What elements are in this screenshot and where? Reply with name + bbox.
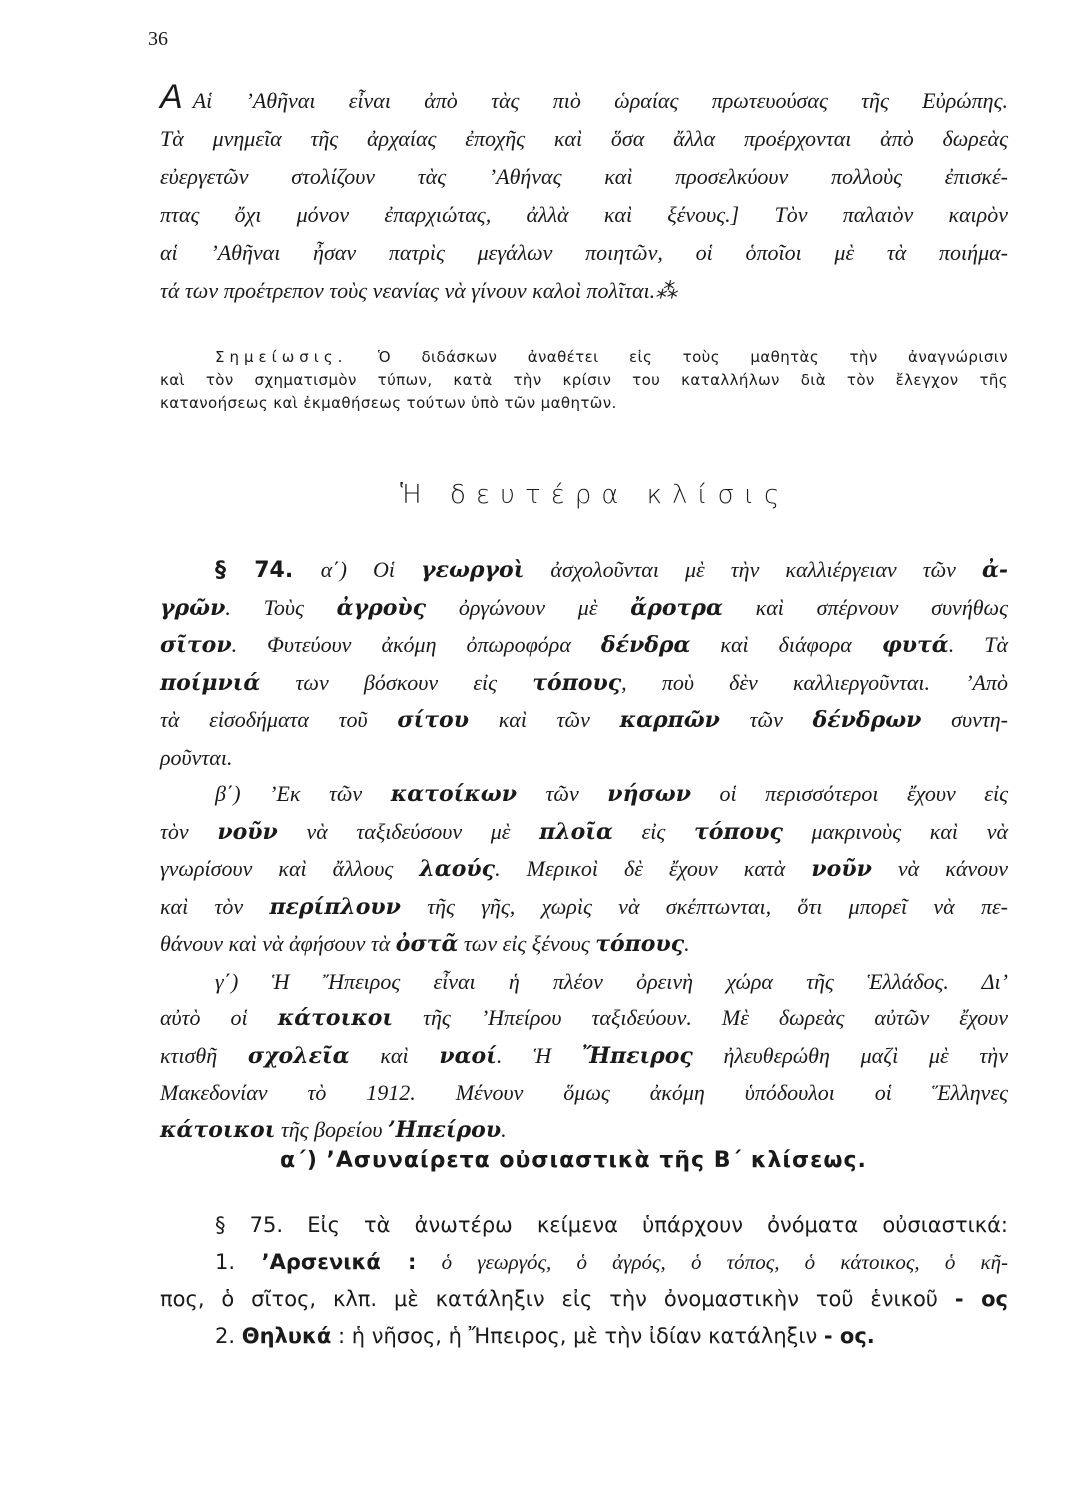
t: .	[684, 931, 690, 956]
t: των βόσκουν εἰς	[260, 669, 533, 695]
t: τῆς γῆς, χωρὶς νὰ σκέπτωνται, ὅτι μπορεῖ νὰ πε-	[400, 893, 1008, 919]
ending: - ος	[954, 1287, 1008, 1311]
note-line-1-text: Ὁ διδάσκων ἀναθέτει εἰς τοὺς μαθητὰς τὴν ἀναγνώρισιν	[377, 348, 1008, 366]
s74-a-line-3	[160, 627, 1008, 665]
intro-line-1	[160, 78, 1008, 120]
bold-word: ἄροτρα	[630, 594, 723, 621]
intro-line-4: πτας ὄχι μόνον ἐπαρχιώτας, ἀλλὰ καὶ ξένους.] Τὸν παλαιὸν καιρὸν	[160, 202, 1008, 227]
t: μακρινοὺς καὶ νὰ	[782, 818, 1009, 844]
note-line-3: κατανοήσεως καὶ ἐκμαθήσεως τούτων ὑπὸ τῶν μαθητῶν.	[160, 394, 617, 412]
t: ὀργώνουν μὲ	[426, 594, 631, 620]
t: τῶν	[719, 707, 813, 732]
section-heading-second-declension: Ἡ δευτέρα κλίσις	[400, 480, 790, 510]
bold-word: περίπλουν	[269, 893, 401, 920]
t: τὰ εἰσοδήματα τοῦ	[160, 707, 398, 732]
section-heading-uncontracted-nouns: α΄) ’Ασυναίρετα οὐσιαστικὰ τῆς Β΄ κλίσεως.	[280, 1148, 867, 1173]
bold-word: σῖτον	[160, 632, 232, 658]
bold-word: λαούς	[419, 856, 496, 882]
t: : ἡ νῆσος, ἡ Ἤπειρος, μὲ τὴν ἰδίαν κατάληξιν	[331, 1324, 824, 1348]
t: συντη-	[921, 707, 1008, 732]
bold-word: γρῶν	[160, 594, 226, 621]
t: καὶ σπέρνουν συνήθως	[722, 594, 1009, 620]
t: οἱ περισσότεροι ἔχουν εἰς	[690, 781, 1008, 806]
t: ἀσχολοῦνται μὲ τὴν καλλιέργειαν τῶν	[524, 557, 982, 582]
t: .	[501, 1116, 507, 1142]
s74-a-line-5	[160, 702, 1008, 740]
t: 1.	[215, 1250, 262, 1274]
bold-word: ἀ-	[981, 557, 1008, 583]
bold-word: σίτου	[397, 707, 469, 733]
s75-line-1: § 75. Εἰς τὰ ἀνωτέρω κείμενα ὑπάρχουν ὀνόματα οὐσιαστικά:	[215, 1213, 1008, 1237]
s74-a-line-2	[160, 590, 1008, 628]
t: γνωρίσουν καὶ ἄλλους	[160, 856, 420, 881]
t: καὶ διάφορα	[690, 632, 882, 657]
bold-word: σχολεῖα	[247, 1042, 350, 1069]
intro-line-3: εὐεργετῶν στολίζουν τὰς ’Αθήνας καὶ προσελκύουν πολλοὺς ἐπισκέ-	[160, 164, 1008, 189]
s74-c-line-4: Μακεδονίαν τὸ 1912. Μένουν ὅμως ἀκόμη ὑπόδουλοι οἱ Ἕλληνες	[160, 1080, 1008, 1105]
intro-line-2: Τὰ μνημεῖα τῆς ἀρχαίας ἐποχῆς καὶ ὅσα ἄλλα προέρχονται ἀπὸ δωρεὰς	[160, 126, 1008, 151]
handwritten-mark: A	[160, 78, 183, 116]
t: εἰς	[612, 818, 694, 844]
t: α΄) Οἱ	[320, 557, 422, 582]
t: ὁ γεωργός, ὁ ἀγρός, ὁ τόπος, ὁ κάτοικος, ὁ κῆ-	[416, 1250, 1008, 1274]
bold-word: τόπους	[595, 931, 685, 957]
bold-word: δένδρα	[600, 632, 691, 658]
s74-b-line-1	[160, 776, 1008, 814]
t: 2.	[215, 1324, 242, 1348]
s74-b-line-4	[160, 889, 1008, 927]
bold-word: νήσων	[607, 781, 691, 807]
bold-word: ’Ηπείρου	[387, 1116, 502, 1143]
bold-word: ἀγροὺς	[336, 594, 427, 621]
bold-word: τόπους	[693, 818, 783, 845]
note-line-2: καὶ τὸν σχηματισμὸν τύπων, κατὰ τὴν κρίσιν του καταλλήλων διὰ τὸν ἔλεγχον τῆς	[160, 371, 1008, 389]
t: τῆς ’Ηπείρου ταξιδεύουν. Μὲ δωρεὰς αὐτῶν ἔχουν	[393, 1005, 1008, 1030]
note-line-1	[160, 346, 1008, 369]
ending: - ος.	[823, 1324, 875, 1348]
intro-line-1-text: Αἱ ’Αθῆναι εἶναι ἀπὸ τὰς πιὸ ὡραίας πρωτευούσας τῆς Εὐρώπης.	[192, 88, 1008, 113]
bold-word: Ἤπειρος	[581, 1042, 693, 1069]
t: καὶ τῶν	[468, 707, 620, 732]
t: τὸν	[160, 818, 218, 844]
t: β΄) ’Εκ τῶν	[215, 781, 391, 806]
bold-word: κατοίκων	[390, 781, 517, 807]
page-number: 36	[148, 28, 168, 50]
note-paragraph	[160, 346, 1008, 415]
bold-word: πλοῖα	[539, 818, 613, 845]
t: νὰ ταξιδεύσουν μὲ	[277, 818, 540, 844]
label-masculine: ’Αρσενικά :	[261, 1250, 417, 1274]
bold-word: κάτοικοι	[277, 1005, 394, 1031]
t: τῶν	[517, 781, 608, 806]
t: των εἰς ξένους	[458, 931, 596, 956]
s74-b-line-5	[160, 926, 1008, 964]
t: . Τὰ	[948, 632, 1008, 657]
t: . Μερικοὶ δὲ ἔχουν κατὰ	[495, 856, 812, 881]
s74-c-line-2	[160, 1000, 1008, 1038]
bold-word: γεωργοὶ	[421, 557, 525, 583]
t: αὐτὸ οἱ	[160, 1005, 278, 1030]
t: ἠλευθερώθη μαζὶ μὲ τὴν	[692, 1042, 1008, 1068]
t: νὰ κάνουν	[871, 856, 1009, 881]
t: τῆς βορείου	[275, 1116, 388, 1142]
t: πος, ὁ σῖτος, κλπ. μὲ κατάληξιν εἰς τὴν ὀνομαστικὴν τοῦ ἑνικοῦ	[160, 1287, 955, 1311]
s75-line-4	[160, 1318, 1008, 1355]
s75-line-3	[160, 1281, 1008, 1318]
bold-word: τόπους	[532, 669, 622, 696]
bold-word: ναοί	[439, 1042, 497, 1069]
intro-paragraph	[160, 78, 1008, 310]
s74-c-line-5	[160, 1112, 1008, 1150]
note-label: Σημείωσις.	[215, 348, 348, 366]
s74-a-line-4	[160, 665, 1008, 703]
section-75	[160, 1207, 1008, 1355]
t: θάνουν καὶ νὰ ἀφήσουν τὰ	[160, 931, 396, 956]
t: κτισθῆ	[160, 1042, 248, 1068]
s74-c-line-1: γ΄) Ἡ Ἤπειρος εἶναι ἡ πλέον ὀρεινὴ χώρα τῆς Ἑλλάδος. Δι’	[215, 968, 1008, 994]
intro-line-6: τά των προέτρεπον τοὺς νεανίας νὰ γίνουν καλοὶ πολῖται.⁂	[160, 278, 678, 303]
bold-word: κάτοικοι	[160, 1116, 276, 1143]
s74-b-line-2	[160, 814, 1008, 852]
t: . Ἡ	[496, 1042, 582, 1068]
t: καὶ	[349, 1042, 440, 1068]
s74-number: § 74.	[215, 558, 294, 583]
bold-word: καρπῶν	[619, 707, 720, 733]
bold-word: νοῦν	[811, 856, 872, 882]
section-74	[160, 552, 1008, 1149]
bold-word: δένδρων	[812, 707, 922, 733]
bold-word: ὀστᾶ	[395, 931, 459, 957]
t: . Φυτεύουν ἀκόμη ὀπωροφόρα	[231, 632, 601, 657]
s74-c-line-3	[160, 1038, 1008, 1076]
t: . Τοὺς	[225, 594, 337, 620]
s74-a-line-1	[160, 552, 1008, 590]
label-feminine: Θηλυκά	[241, 1324, 332, 1348]
bold-word: φυτά	[881, 632, 949, 658]
s74-b-line-3	[160, 851, 1008, 889]
bold-word: νοῦν	[217, 818, 278, 845]
t: καὶ τὸν	[160, 893, 270, 919]
t: , ποὺ δὲν καλλιεργοῦνται. ’Απὸ	[621, 669, 1009, 695]
bold-word: ποίμνιά	[160, 669, 261, 696]
intro-line-5: αἱ ’Αθῆναι ἦσαν πατρὶς μεγάλων ποιητῶν, οἱ ὁποῖοι μὲ τὰ ποιήμα-	[160, 240, 1008, 265]
s74-a-line-6: ροῦνται.	[160, 744, 233, 770]
s75-line-2	[160, 1244, 1008, 1281]
